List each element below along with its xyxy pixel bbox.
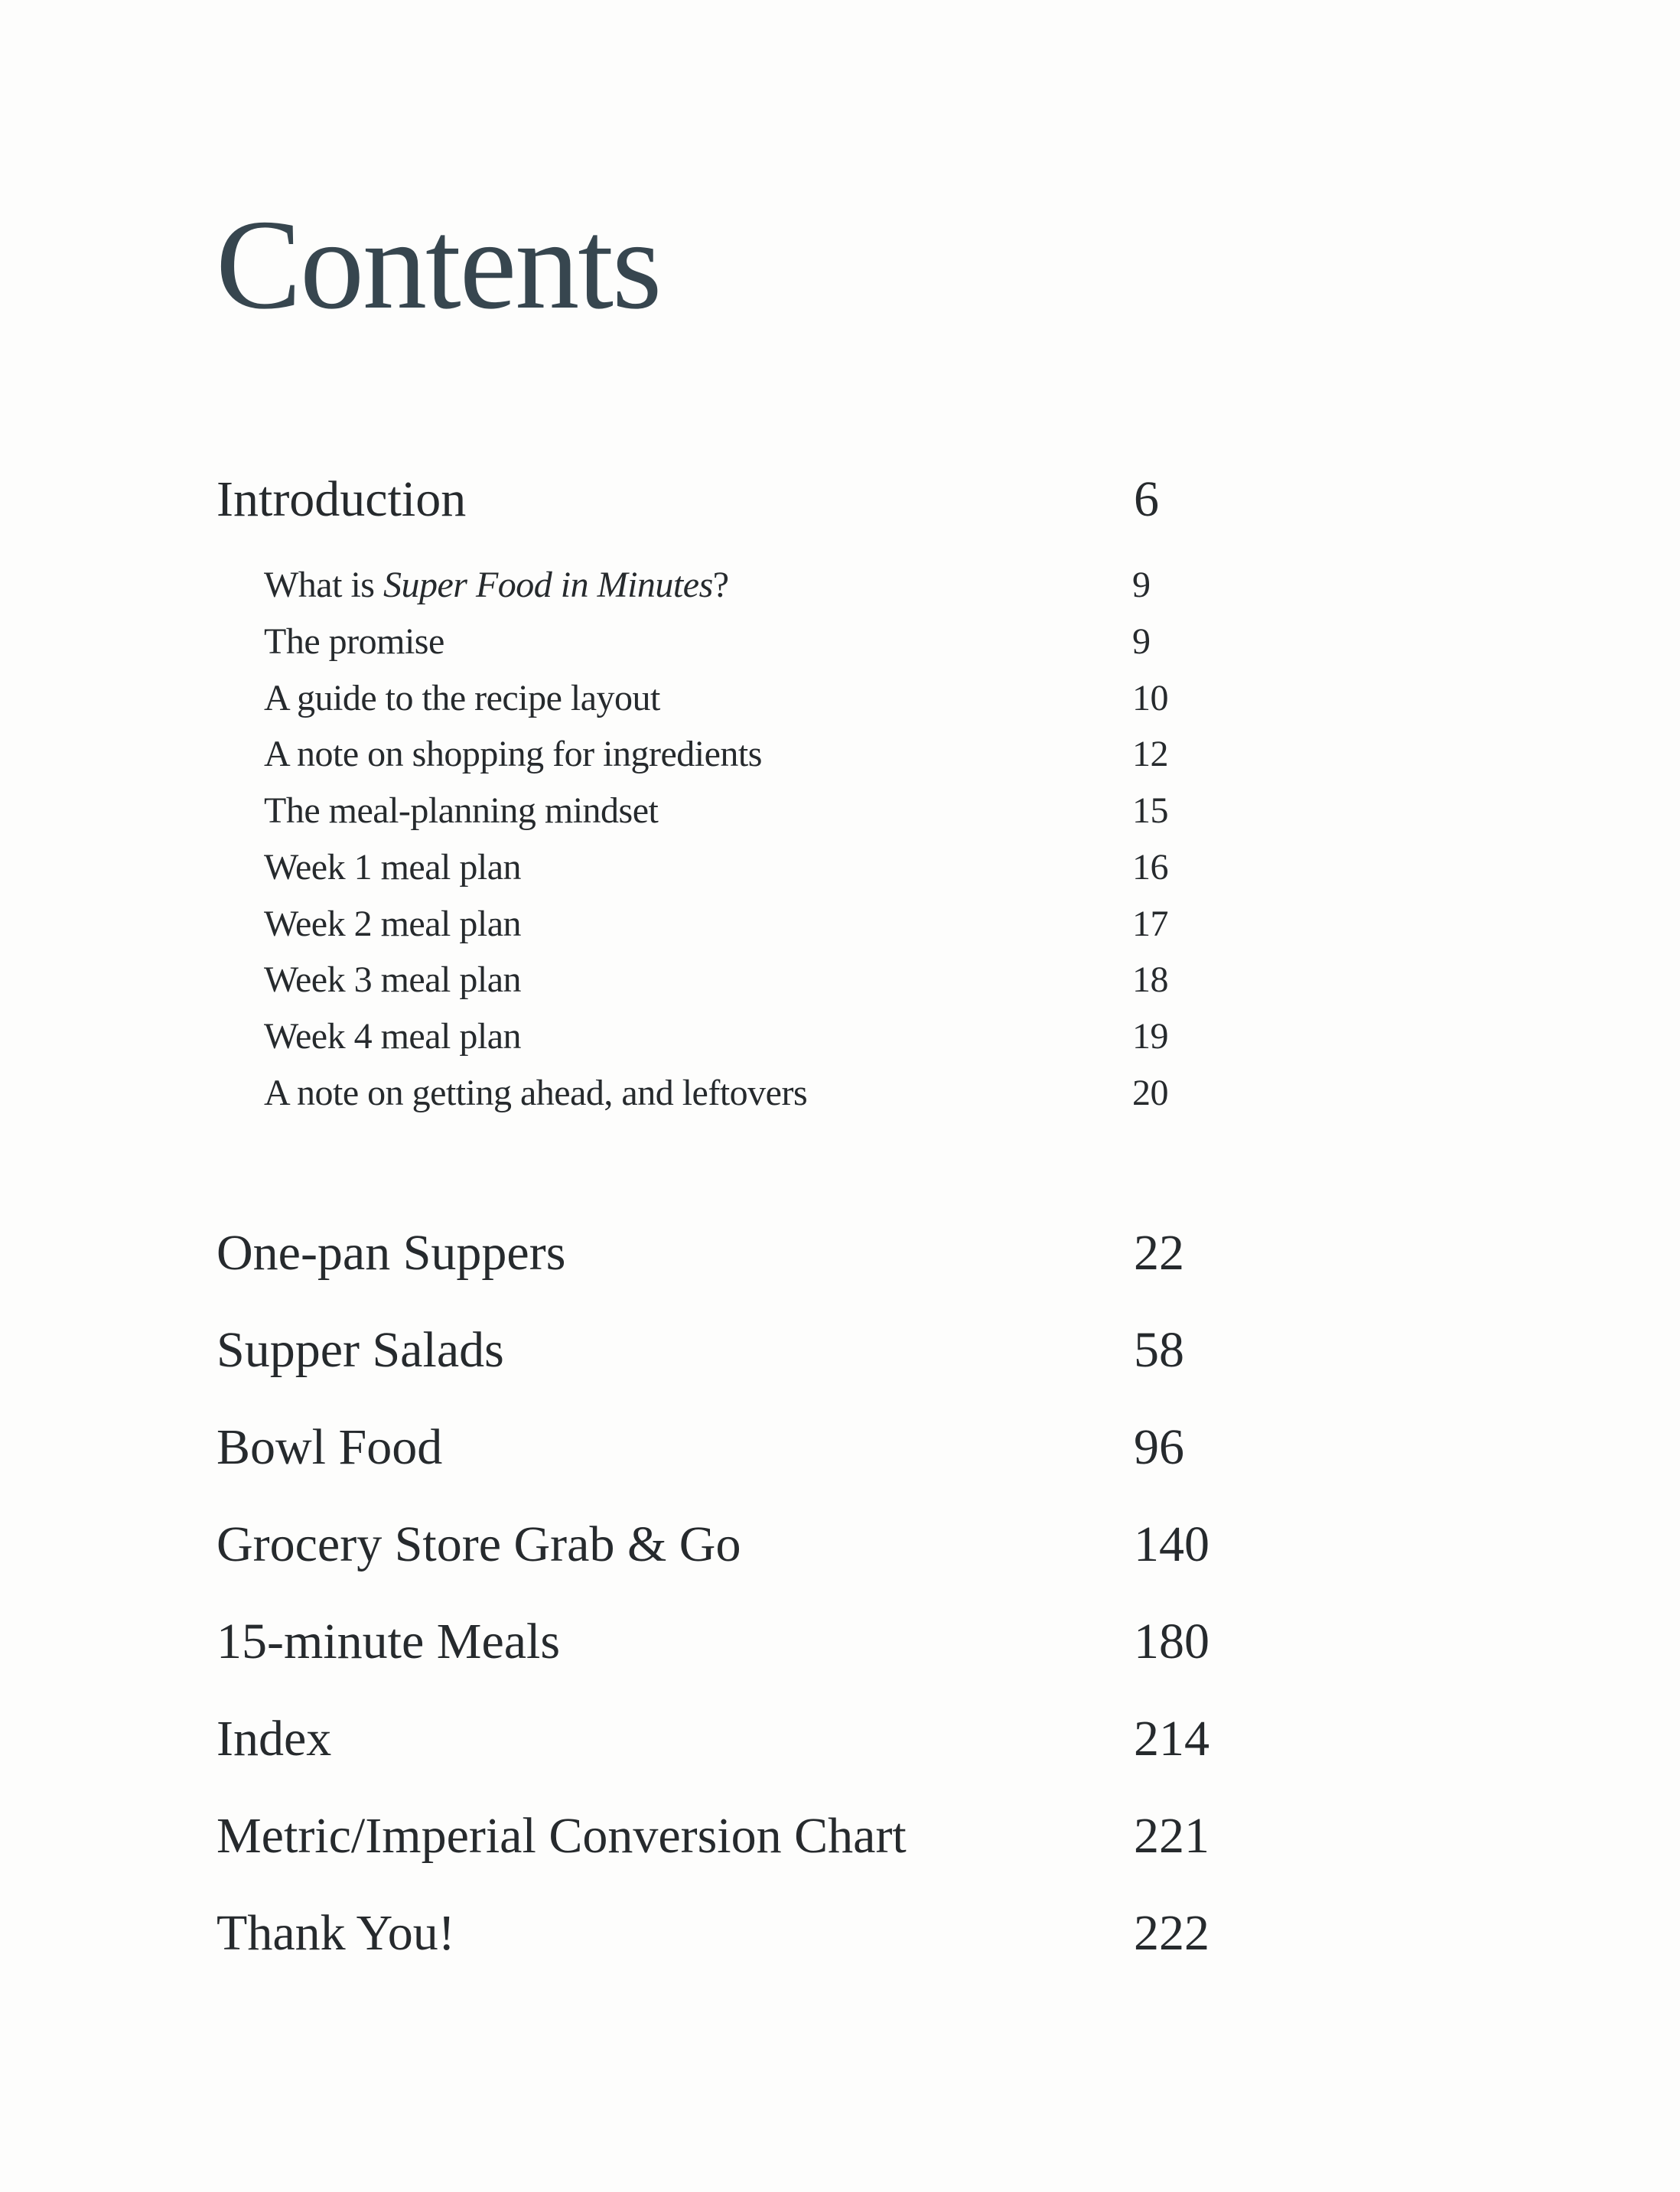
toc-entry[interactable]: [0, 1806, 1680, 1867]
toc-subentry-page: 10: [1132, 678, 1168, 718]
toc-entry-page: 180: [1134, 1614, 1210, 1669]
toc-subentry-page: 16: [1132, 847, 1168, 888]
toc-entry-page: 58: [1134, 1322, 1184, 1378]
toc-subentry-page: 17: [1132, 904, 1168, 944]
toc-entry[interactable]: [0, 1611, 1680, 1672]
toc-entry-label: Supper Salads: [217, 1322, 504, 1378]
toc-entry-page: 214: [1134, 1711, 1210, 1767]
toc-subentry-page: 15: [1132, 790, 1168, 831]
toc-subentry-label: Week 3 meal plan: [264, 959, 521, 1000]
toc-subentry-label: A guide to the recipe layout: [264, 678, 660, 718]
toc-entry-label: 15-minute Meals: [217, 1614, 561, 1669]
toc-subentry-label: Week 2 meal plan: [264, 904, 521, 944]
toc-subentry-page: 20: [1132, 1073, 1168, 1113]
toc-entry-label: Bowl Food: [217, 1419, 443, 1475]
toc-entry-page: 222: [1134, 1905, 1210, 1961]
toc-entry[interactable]: [0, 1514, 1680, 1575]
toc-subentry[interactable]: [0, 901, 1680, 947]
toc-subentry-label: The promise: [264, 621, 444, 662]
toc-subentry-label: Week 1 meal plan: [264, 847, 521, 888]
toc-entry-label: Thank You!: [217, 1905, 455, 1961]
toc-entry-label: Grocery Store Grab & Go: [217, 1516, 741, 1572]
toc-subentry-page: 9: [1132, 565, 1151, 605]
toc-entry-label: Introduction: [217, 471, 467, 527]
toc-entry-page: 96: [1134, 1419, 1184, 1475]
toc-subentry-label: What is Super Food in Minutes?: [264, 565, 729, 605]
toc-entry-page: 22: [1134, 1225, 1184, 1281]
toc-entry[interactable]: [0, 1417, 1680, 1478]
toc-subentry-label: A note on shopping for ingredients: [264, 734, 762, 774]
toc-entry-label: Metric/Imperial Conversion Chart: [217, 1808, 907, 1864]
toc-subentry[interactable]: [0, 788, 1680, 834]
toc-subentry[interactable]: [0, 1070, 1680, 1116]
toc-entry-page: 140: [1134, 1516, 1210, 1572]
toc-subentry-label: The meal-planning mindset: [264, 790, 659, 831]
toc-subentry-page: 19: [1132, 1016, 1168, 1057]
toc-subentry[interactable]: [0, 731, 1680, 777]
toc-entry[interactable]: [0, 1223, 1680, 1284]
toc-entry[interactable]: [0, 1903, 1680, 1964]
toc-subentry[interactable]: [0, 957, 1680, 1003]
toc-entry-label: Index: [217, 1711, 332, 1767]
toc-subentry[interactable]: [0, 562, 1680, 608]
toc-subentry-label: Week 4 meal plan: [264, 1016, 521, 1057]
toc-subentry-label: A note on getting ahead, and leftovers: [264, 1073, 808, 1113]
toc-subentry[interactable]: [0, 619, 1680, 665]
toc-subentry[interactable]: [0, 845, 1680, 891]
page-title: Contents: [216, 194, 661, 336]
toc-subentry-page: 18: [1132, 959, 1168, 1000]
toc-entry-page: 6: [1134, 471, 1159, 527]
toc-entry-page: 221: [1134, 1808, 1210, 1864]
toc-subentry[interactable]: [0, 676, 1680, 721]
toc-entry[interactable]: [0, 1708, 1680, 1770]
toc-subentry[interactable]: [0, 1014, 1680, 1060]
toc-entry-introduction[interactable]: [0, 469, 1680, 530]
toc-subentry-page: 12: [1132, 734, 1168, 774]
toc-subentry-page: 9: [1132, 621, 1151, 662]
toc-entry[interactable]: [0, 1320, 1680, 1381]
toc-entry-label: One-pan Suppers: [217, 1225, 566, 1281]
